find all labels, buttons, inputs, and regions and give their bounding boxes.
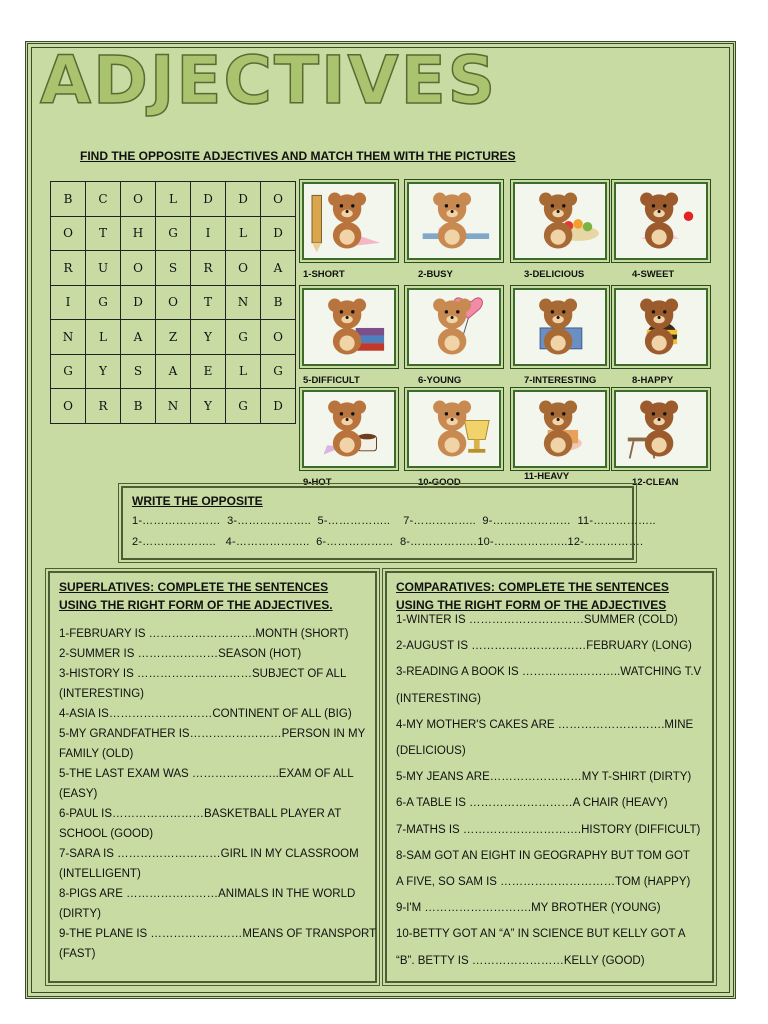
teddy-bear-icon xyxy=(304,184,394,258)
grid-cell[interactable]: G xyxy=(51,354,86,389)
picture-label: 6-YOUNG xyxy=(418,375,462,386)
grid-row xyxy=(51,216,296,251)
grid-cell[interactable]: O xyxy=(51,389,86,424)
grid-cell[interactable]: I xyxy=(51,285,86,320)
grid-cell[interactable]: O xyxy=(156,285,191,320)
grid-row xyxy=(51,182,296,217)
grid-cell[interactable]: R xyxy=(86,389,121,424)
teddy-bear-icon xyxy=(515,290,605,364)
teddy-bear-table-icon[interactable] xyxy=(614,390,708,468)
exercise-sentence[interactable]: (INTERESTING) xyxy=(396,692,481,705)
grid-cell[interactable]: T xyxy=(191,285,226,320)
teddy-bear-fruit-bowl-icon[interactable] xyxy=(513,182,607,260)
grid-cell[interactable]: Y xyxy=(191,320,226,355)
teddy-bear-icon xyxy=(409,290,499,364)
exercise-sentence[interactable]: 4-MY MOTHER'S CAKES ARE ……………………….MINE xyxy=(396,718,694,731)
grid-cell[interactable]: G xyxy=(226,320,261,355)
exercise-sentence[interactable]: 6-PAUL IS……………………BASKETBALL PLAYER AT xyxy=(59,808,342,820)
exercise-sentence[interactable]: 9-I'M ……………………….MY BROTHER (YOUNG) xyxy=(396,902,661,915)
grid-cell[interactable]: H xyxy=(121,216,156,251)
instruction-text: FIND THE OPPOSITE ADJECTIVES AND MATCH THEM WITH THE PICTURES xyxy=(80,149,516,163)
grid-cell[interactable]: T xyxy=(86,216,121,251)
grid-cell[interactable]: L xyxy=(226,216,261,251)
teddy-bear-icon xyxy=(616,184,706,258)
teddy-bear-icon xyxy=(409,184,499,258)
exercise-sentence[interactable]: 10-BETTY GOT AN “A” IN SCIENCE BUT KELLY GOT A xyxy=(396,928,686,941)
grid-row xyxy=(51,354,296,389)
grid-cell[interactable]: O xyxy=(51,216,86,251)
teddy-bear-icon xyxy=(515,392,605,466)
exercise-sentence[interactable]: 2-SUMMER IS …………………SEASON (HOT) xyxy=(59,648,302,660)
grid-cell[interactable]: D xyxy=(226,182,261,217)
teddy-bear-books-icon[interactable] xyxy=(302,288,396,366)
grid-cell[interactable]: C xyxy=(86,182,121,217)
grid-cell[interactable]: R xyxy=(51,251,86,286)
teddy-bear-bee-icon[interactable] xyxy=(614,288,708,366)
picture-label: 3-DELICIOUS xyxy=(524,269,585,280)
grid-cell[interactable]: R xyxy=(191,251,226,286)
grid-row xyxy=(51,285,296,320)
grid-cell[interactable]: N xyxy=(156,389,191,424)
exercise-sentence[interactable]: 8-PIGS ARE ……………………ANIMALS IN THE WORLD xyxy=(59,888,356,900)
grid-cell[interactable]: Z xyxy=(156,320,191,355)
grid-cell[interactable]: O xyxy=(121,251,156,286)
teddy-bear-cake-icon[interactable] xyxy=(614,182,708,260)
exercise-sentence[interactable]: 3-READING A BOOK IS ……………………..WATCHING T.V xyxy=(396,666,702,679)
teddy-bear-trophy-icon[interactable] xyxy=(407,390,501,468)
write-opposite-line-2[interactable]: 2-……………….. 4-……………….. 6-……………… 8-………………10-………………..12-……………. xyxy=(132,536,644,548)
teddy-bear-coffee-icon[interactable] xyxy=(302,390,396,468)
exercise-sentence[interactable]: (EASY) xyxy=(59,788,98,800)
teddy-bear-icon xyxy=(616,392,706,466)
exercise-sentence[interactable]: 2-AUGUST IS …………………………FEBRUARY (LONG) xyxy=(396,640,692,653)
teddy-bear-icon xyxy=(515,184,605,258)
picture-label: 7-INTERESTING xyxy=(524,375,597,386)
grid-cell[interactable]: D xyxy=(261,216,296,251)
grid-cell[interactable]: Y xyxy=(191,389,226,424)
grid-row xyxy=(51,389,296,424)
teddy-bear-icon xyxy=(304,290,394,364)
exercise-sentence[interactable]: 1-FEBRUARY IS ……………………….MONTH (SHORT) xyxy=(59,628,349,640)
picture-label: 12-CLEAN xyxy=(632,477,679,488)
picture-label: 8-HAPPY xyxy=(632,375,674,386)
exercise-sentence[interactable]: 5-MY JEANS ARE……………………MY T-SHIRT (DIRTY) xyxy=(396,771,692,784)
grid-cell[interactable]: L xyxy=(86,320,121,355)
grid-cell[interactable]: I xyxy=(191,216,226,251)
grid-cell[interactable]: L xyxy=(156,182,191,217)
exercise-sentence[interactable]: 8-SAM GOT AN EIGHT IN GEOGRAPHY BUT TOM GOT xyxy=(396,849,690,862)
picture-label: 11-HEAVY xyxy=(524,471,570,482)
grid-cell[interactable]: A xyxy=(121,320,156,355)
picture-label: 5-DIFFICULT xyxy=(303,375,360,386)
picture-label: 4-SWEET xyxy=(632,269,675,280)
grid-cell[interactable]: A xyxy=(156,354,191,389)
exercise-sentence[interactable]: 3-HISTORY IS …………………………SUBJECT OF ALL xyxy=(59,668,347,680)
grid-cell[interactable]: O xyxy=(121,182,156,217)
grid-cell[interactable]: O xyxy=(226,251,261,286)
grid-cell[interactable]: E xyxy=(191,354,226,389)
exercise-sentence[interactable]: 7-SARA IS ………………………GIRL IN MY CLASSROOM xyxy=(59,848,359,860)
picture-label: 10-GOOD xyxy=(418,477,461,488)
exercise-sentence[interactable]: 4-ASIA IS………………………CONTINENT OF ALL (BIG) xyxy=(59,708,352,720)
grid-cell[interactable]: B xyxy=(121,389,156,424)
exercise-sentence[interactable]: 1-WINTER IS …………………………SUMMER (COLD) xyxy=(396,614,678,626)
exercise-sentence[interactable]: 5-THE LAST EXAM WAS …………………..EXAM OF ALL xyxy=(59,768,354,780)
exercise-sentence[interactable]: (INTERESTING) xyxy=(59,688,144,700)
grid-cell[interactable]: U xyxy=(86,251,121,286)
teddy-bears-cake-icon[interactable] xyxy=(513,390,607,468)
superlatives-title: SUPERLATIVES: COMPLETE THE SENTENCES USING THE RIGHT FORM OF THE ADJECTIVES. xyxy=(59,580,333,612)
grid-cell[interactable]: Y xyxy=(86,354,121,389)
picture-label: 2-BUSY xyxy=(418,269,453,280)
teddy-bear-reading-icon[interactable] xyxy=(513,288,607,366)
grid-cell[interactable]: B xyxy=(261,285,296,320)
exercise-sentence[interactable]: (DELICIOUS) xyxy=(396,745,466,757)
picture-label: 1-SHORT xyxy=(303,269,345,280)
teddy-bear-icon xyxy=(409,392,499,466)
grid-cell[interactable]: A xyxy=(261,251,296,286)
teddy-bear-icon xyxy=(616,290,706,364)
exercise-sentence[interactable]: 7-MATHS IS ………………………….HISTORY (DIFFICULT) xyxy=(396,823,701,836)
grid-row xyxy=(51,251,296,286)
grid-cell[interactable]: G xyxy=(156,216,191,251)
teddy-bear-ironing-icon[interactable] xyxy=(407,182,501,260)
grid-cell[interactable]: D xyxy=(261,389,296,424)
grid-cell[interactable]: S xyxy=(156,251,191,286)
exercise-sentence[interactable]: A FIVE, SO SAM IS …………………………TOM (HAPPY) xyxy=(396,876,691,888)
teddy-bear-heart-balloon-icon[interactable] xyxy=(407,288,501,366)
exercise-sentence[interactable]: “B”. BETTY IS ……………………KELLY (GOOD) xyxy=(396,954,645,967)
grid-cell[interactable]: D xyxy=(121,285,156,320)
exercise-sentence[interactable]: 6-A TABLE IS ………………………A CHAIR (HEAVY) xyxy=(396,797,668,810)
grid-cell[interactable]: O xyxy=(261,182,296,217)
picture-label: 9-HOT xyxy=(303,477,332,488)
grid-cell[interactable]: O xyxy=(261,320,296,355)
grid-cell[interactable]: B xyxy=(51,182,86,217)
exercise-sentence[interactable]: SCHOOL (GOOD) xyxy=(59,828,154,840)
exercise-sentence[interactable]: 9-THE PLANE IS ……………………MEANS OF TRANSPORT xyxy=(59,928,377,940)
grid-cell[interactable]: N xyxy=(51,320,86,355)
grid-cell[interactable]: G xyxy=(226,389,261,424)
teddy-bear-pencil-icon[interactable] xyxy=(302,182,396,260)
exercise-sentence[interactable]: (DIRTY) xyxy=(59,908,101,920)
word-search-grid xyxy=(50,181,296,424)
write-opposite-title: WRITE THE OPPOSITE xyxy=(132,494,263,508)
teddy-bear-icon xyxy=(304,392,394,466)
grid-cell[interactable]: G xyxy=(261,354,296,389)
grid-cell[interactable]: G xyxy=(86,285,121,320)
worksheet-title: ADJECTIVES xyxy=(40,42,498,119)
exercise-sentence[interactable]: (INTELLIGENT) xyxy=(59,868,141,880)
grid-cell[interactable]: S xyxy=(121,354,156,389)
grid-row xyxy=(51,320,296,355)
comparatives-title: COMPARATIVES: COMPLETE THE SENTENCES USING THE RIGHT FORM OF THE ADJECTIVES xyxy=(396,580,669,612)
exercise-sentence[interactable]: (FAST) xyxy=(59,948,96,960)
exercise-sentence[interactable]: FAMILY (OLD) xyxy=(59,748,134,760)
grid-cell[interactable]: D xyxy=(191,182,226,217)
exercise-sentence[interactable]: 5-MY GRANDFATHER IS……………………PERSON IN MY xyxy=(59,728,366,740)
write-opposite-line-1[interactable]: 1-………………… 3-……………….. 5-…………….. 7-…………….. 9-………………… 11-…………….. xyxy=(132,515,656,527)
grid-cell[interactable]: N xyxy=(226,285,261,320)
grid-cell[interactable]: L xyxy=(226,354,261,389)
